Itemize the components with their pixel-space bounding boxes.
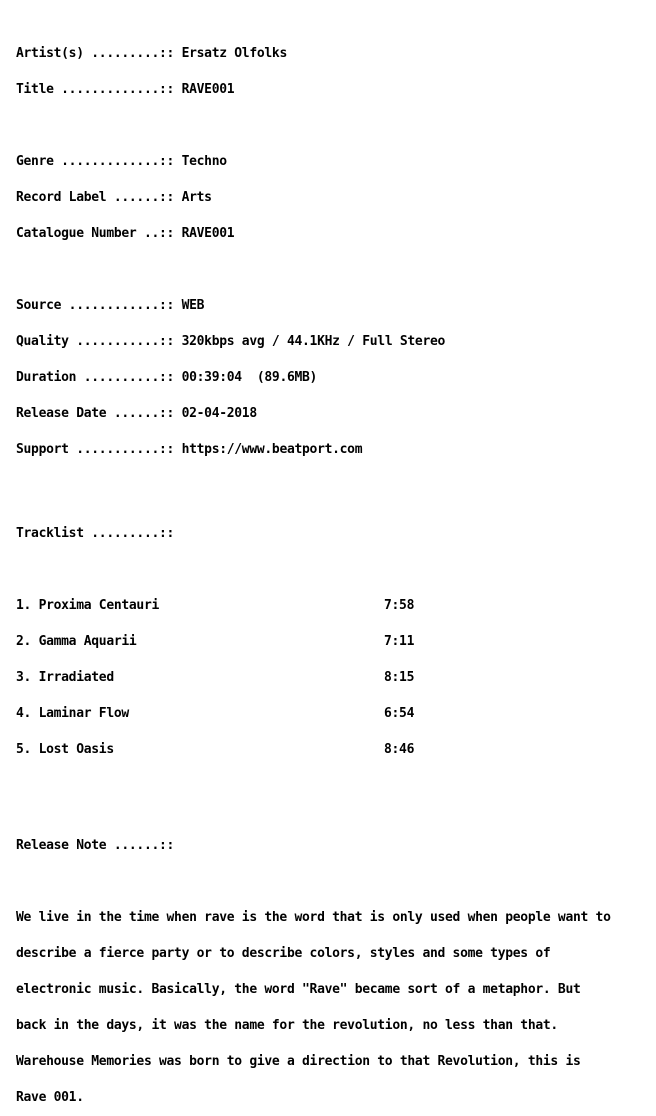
artist-row [16,48,611,60]
track-row [16,600,611,612]
source-row [16,300,611,312]
nfo-document [16,24,611,1116]
support-link: https://www.beatport.com [181,442,363,457]
title-label: Title .............:: [16,82,175,97]
track-row [16,636,611,648]
track-row [16,744,611,756]
quality-label: Quality ...........:: [16,334,175,349]
track-name: 2. Gamma Aquarii [16,634,137,649]
duration-row [16,372,611,384]
track-duration: 8:15 [384,670,415,685]
release-note-line: Rave 001. [16,1090,84,1105]
release-note-line: back in the days, it was the name for the revolution, no less than that. [16,1018,558,1033]
record-label-row [16,192,611,204]
release-note-line: electronic music. Basically, the word "Rave" became sort of a metaphor. But [16,982,581,997]
catalogue-value: RAVE001 [181,226,235,241]
track-name: 4. Laminar Flow [16,706,129,721]
genre-row [16,156,611,168]
record-label-value: Arts [181,190,212,205]
genre-value: Techno [181,154,227,169]
duration-label: Duration ..........:: [16,370,175,385]
track-duration: 7:11 [384,634,415,649]
track-name: 1. Proxima Centauri [16,598,160,613]
source-value: WEB [181,298,205,313]
release-date-label: Release Date ......:: [16,406,175,421]
release-date-row [16,408,611,420]
tracklist-heading: Tracklist .........:: [16,526,175,541]
track-duration: 8:46 [384,742,415,757]
catalogue-label: Catalogue Number ..:: [16,226,175,241]
release-note-line: describe a fierce party or to describe colors, styles and some types of [16,946,551,961]
track-row [16,672,611,684]
support-label: Support ...........:: [16,442,175,457]
artist-label: Artist(s) .........:: [16,46,175,61]
track-name: 3. Irradiated [16,670,114,685]
quality-value: 320kbps avg / 44.1KHz / Full Stereo [181,334,446,349]
source-label: Source ............:: [16,298,175,313]
title-row [16,84,611,96]
genre-label: Genre .............:: [16,154,175,169]
record-label-label: Record Label ......:: [16,190,175,205]
track-duration: 6:54 [384,706,415,721]
release-note-line: Warehouse Memories was born to give a direction to that Revolution, this is [16,1054,581,1069]
release-note-line: We live in the time when rave is the word that is only used when people want to [16,910,611,925]
track-name: 5. Lost Oasis [16,742,114,757]
catalogue-row [16,228,611,240]
support-row [16,444,611,456]
release-date-value: 02-04-2018 [181,406,257,421]
quality-row [16,336,611,348]
duration-value: 00:39:04 (89.6MB) [181,370,318,385]
artist-value: Ersatz Olfolks [181,46,287,61]
title-value: RAVE001 [181,82,235,97]
track-duration: 7:58 [384,598,415,613]
track-row [16,708,611,720]
release-note-heading: Release Note ......:: [16,838,175,853]
